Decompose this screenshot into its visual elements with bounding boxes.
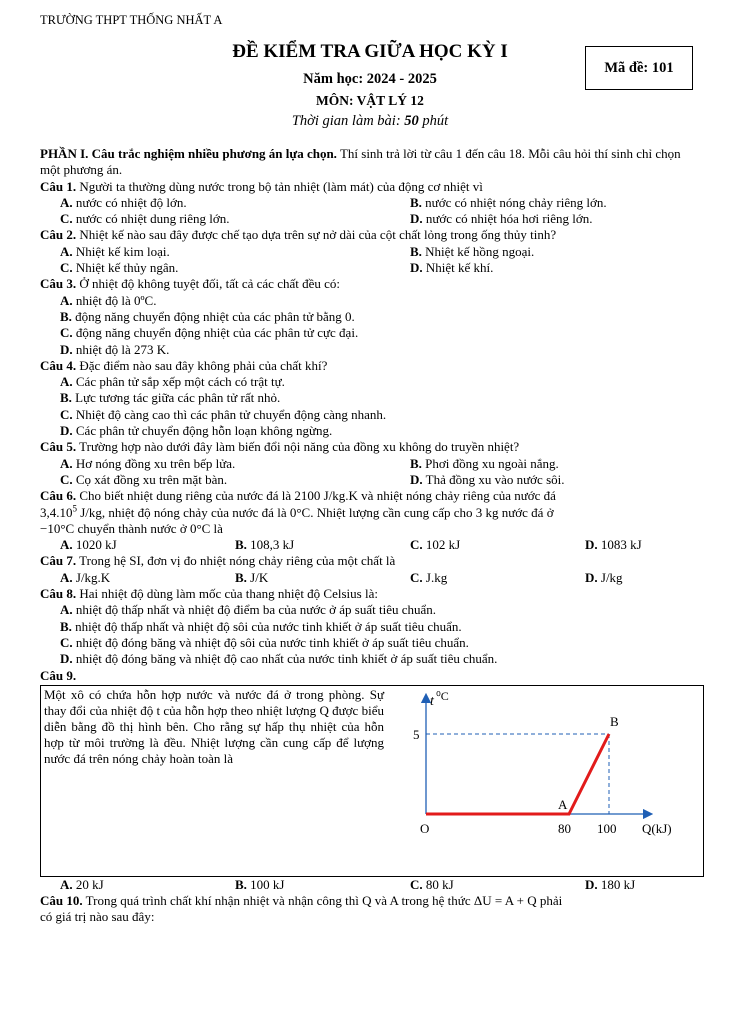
y-axis-unit: ⁰C xyxy=(436,688,449,703)
question-4: Câu 4. Đặc điểm nào sau đây không phải của chất khí? xyxy=(40,357,328,373)
option-4b: B. Lực tương tác giữa các phân tử rất nhỏ. xyxy=(60,390,281,406)
temperature-heat-graph xyxy=(390,686,703,876)
option-3c: C. động năng chuyển động nhiệt của các phân tử cực đại. xyxy=(60,325,359,341)
subject: MÔN: VẬT LÝ 12 xyxy=(316,93,424,108)
question-2: Câu 2. Nhiệt kế nào sau đây được chế tạo dựa trên sự nở dài của cột chất lỏng trong ống thủy tinh? xyxy=(40,227,557,243)
question-1: Câu 1. Người ta thường dùng nước trong bộ tản nhiệt (làm mát) của động cơ nhiệt vì xyxy=(40,178,483,194)
option-4a: A. Các phân tử sắp xếp một cách có trật tự. xyxy=(60,374,285,390)
question-7: Câu 7. Trong hệ SI, đơn vị đo nhiệt nóng chảy riêng của một chất là xyxy=(40,553,396,569)
option-4c: C. Nhiệt độ càng cao thì các phân tử chuyển động càng nhanh. xyxy=(60,406,387,422)
options-q6: A. 1020 kJ B. 108,3 kJ C. 102 kJ D. 1083 kJ xyxy=(60,537,642,553)
options-q5: A. Hơ nóng đồng xu trên bếp lửa. B. Phơi đồng xu ngoài nắng. xyxy=(60,455,559,471)
point-a-label: A xyxy=(558,796,568,812)
part-heading: PHẦN I. Câu trắc nghiệm nhiều phương án lựa chọn. Thí sinh trả lời từ câu 1 đến câu 18. Mỗi câu hỏi thí sinh chỉ chọn một phương án. xyxy=(40,146,681,178)
question-content: PHẦN I. Câu trắc nghiệm nhiều phương án lựa chọn. Thí sinh trả lời từ câu 1 đến câu 18. Mỗi câu hỏi thí sinh chỉ chọn một phương án. Câu 1. Người ta thường dùng nước trong bộ tản nhiệt (làm mát) của động cơ nhiệt vì A. nước có nhiệt độ lớn. B. nước có nhiệt nóng chảy riêng lớn. C. nước có nhiệt dung riêng lớn. D. nước có nhiệt hóa hơi riêng lớn. Câu 2. Nhiệt kế nào sau đây được chế tạo dựa trên sự nở dài của cột chất lỏng trong ống thủy tinh? A. Nhiệt kế kim loại. B. Nhiệt kế hồng ngoại. C. Nhiệt kế thủy ngân. D. Nhiệt kế khí. Câu 3. Ở nhiệt độ không tuyệt đối, tất cả các chất đều có: A. nhiệt độ là 0ºC. B. động năng chuyển động nhiệt của các phân tử bằng 0. C. động năng chuyển động nhiệt của các phân tử cực đại. D. nhiệt độ là 273 K. Câu 4. Đặc điểm nào sau đây không phải của chất khí? A. Các phân tử sắp xếp một cách có trật tự. B. Lực tương tác giữa các phân tử rất nhỏ. C. Nhiệt độ càng cao thì các phân tử chuyển động càng nhanh. D. Các phân tử chuyển động hỗn loạn không ngừng. Câu 5. Trường hợp nào dưới đây làm biến đổi nội năng của đồng xu không do truyền nhiệt? A. Hơ nóng đồng xu trên bếp lửa. B. Phơi đồng xu ngoài nắng. C. Cọ xát đồng xu trên mặt bàn. D. Thả đồng xu vào nước sôi. Câu 6. Cho biết nhiệt dung riêng của nước đá là 2100 J/kg.K và nhiệt nóng chảy riêng của nước đá 3,4.10$^5$ J/kg, nhiệt độ nóng chảy của nước đá là 0°C. Nhiệt lượng cần cung cấp cho 3 kg nước đá ở −10°C chuyển thành nước ở 0°C là A. 1020 kJ B. 108,3 kJ C. 102 kJ D. 1083 kJ Câu 7. Trong hệ SI, đơn vị đo nhiệt nóng chảy riêng của một chất là A. J/kg.K B. J/K C. J.kg D. J/kg Câu 8. Hai nhiệt độ dùng làm mốc của thang nhiệt độ Celsius là: A. nhiệt độ thấp nhất và nhiệt độ điểm ba của nước ở áp suất tiêu chuẩn. B. nhiệt độ thấp nhất và nhiệt độ sôi của nước tinh khiết ở áp suất tiêu chuẩn. C. nhiệt độ đóng băng và nhiệt độ sôi của nước tinh khiết ở áp suất tiêu chuẩn. D. nhiệt độ đóng băng và nhiệt độ cao nhất của nước tinh khiết ở áp suất tiêu chuẩn. Câu 9. Một xô có chứa hỗn hợp nước và nước đá ở trong phòng. Sự thay đổi của nhiệt độ t của hỗn hợp theo nhiệt lượng Q được biểu diễn bằng đồ thị hình bên. Cho rằng sự hấp thụ nhiệt của hỗn hợp từ môi trường là đều. Nhiệt lượng cần cung cấp để lượng nước đá trên nóng chảy hoàn toàn là t ⁰C 5 B A O 80 100 Q(kJ) A. 20 kJ B. 100 kJ C. 80 kJ D. 180 kJ Câu 10. Trong quá trình chất khí nhận nhiệt và nhận công thì Q và A trong hệ thức ΔU = A + Q phải có giá trị nào sau đây: xyxy=(40,146,702,926)
option-4d: D. Các phân tử chuyển động hỗn loạn không ngừng. xyxy=(60,423,333,439)
exam-code-box: Mã đề: 101 xyxy=(585,46,693,90)
option-8c: C. nhiệt độ đóng băng và nhiệt độ sôi của nước tinh khiết ở áp suất tiêu chuẩn. xyxy=(60,634,469,650)
options-q2: A. Nhiệt kế kim loại. B. Nhiệt kế hồng ngoại. xyxy=(60,243,535,259)
options-q1: A. nước có nhiệt độ lớn. B. nước có nhiệt nóng chảy riêng lớn. xyxy=(60,194,607,210)
option-8b: B. nhiệt độ thấp nhất và nhiệt độ sôi của nước tinh khiết ở áp suất tiêu chuẩn. xyxy=(60,618,462,634)
x-axis-label: Q(kJ) xyxy=(642,820,672,836)
school-name: TRƯỜNG THPT THỐNG NHẤT A xyxy=(40,13,223,27)
heating-curve xyxy=(426,734,609,814)
options-q9: A. 20 kJ B. 100 kJ C. 80 kJ D. 180 kJ xyxy=(60,876,636,892)
option-3d: D. nhiệt độ là 273 K. xyxy=(60,341,170,357)
question-5: Câu 5. Trường hợp nào dưới đây làm biến đổi nội năng của đồng xu không do truyền nhiệt? xyxy=(40,439,520,455)
question-3: Câu 3. Ở nhiệt độ không tuyệt đối, tất cả các chất đều có: xyxy=(40,276,341,292)
y-axis-label: t xyxy=(430,693,434,709)
question-10: Câu 10. Trong quá trình chất khí nhận nhiệt và nhận công thì Q và A trong hệ thức ΔU = A + Q phải xyxy=(40,893,563,909)
duration: Thời gian làm bài: 50 phút xyxy=(291,113,449,129)
option-8d: D. nhiệt độ đóng băng và nhiệt độ cao nhất của nước tinh khiết ở áp suất tiêu chuẩn. xyxy=(60,651,498,667)
exam-title: ĐỀ KIỂM TRA GIỮA HỌC KỲ I xyxy=(232,41,508,62)
tick-x-100: 100 xyxy=(597,820,617,836)
question-8: Câu 8. Hai nhiệt độ dùng làm mốc của thang nhiệt độ Celsius là: xyxy=(40,586,378,602)
option-3b: B. động năng chuyển động nhiệt của các phân tử bằng 0. xyxy=(60,308,355,324)
question-6: Câu 6. Cho biết nhiệt dung riêng của nước đá là 2100 J/kg.K và nhiệt nóng chảy riêng của nước đá xyxy=(40,488,556,504)
school-year: Năm học: 2024 - 2025 xyxy=(303,71,437,87)
question-9-table xyxy=(40,685,704,877)
tick-x-80: 80 xyxy=(558,820,571,836)
option-8a: A. nhiệt độ thấp nhất và nhiệt độ điểm ba của nước ở áp suất tiêu chuẩn. xyxy=(60,602,437,618)
question-9: Câu 9. xyxy=(40,667,77,683)
graph-svg xyxy=(390,686,710,876)
option-3a: A. nhiệt độ là 0ºC. xyxy=(60,292,157,308)
origin-label: O xyxy=(420,820,430,836)
options-q7: A. J/kg.K B. J/K C. J.kg D. J/kg xyxy=(60,569,623,585)
point-b-label: B xyxy=(610,713,619,729)
question-9-text: Một xô có chứa hỗn hợp nước và nước đá ở trong phòng. Sự thay đổi của nhiệt độ t của hỗn hợp theo nhiệt lượng Q được biểu diễn bằng đồ thị hình bên. Cho rằng sự hấp thụ nhiệt của hỗn hợp từ môi trường là đều. Nhiệt lượng cần cung cấp để lượng nước đá trên nóng chảy hoàn toàn là xyxy=(44,686,384,766)
tick-y-5: 5 xyxy=(413,726,420,742)
